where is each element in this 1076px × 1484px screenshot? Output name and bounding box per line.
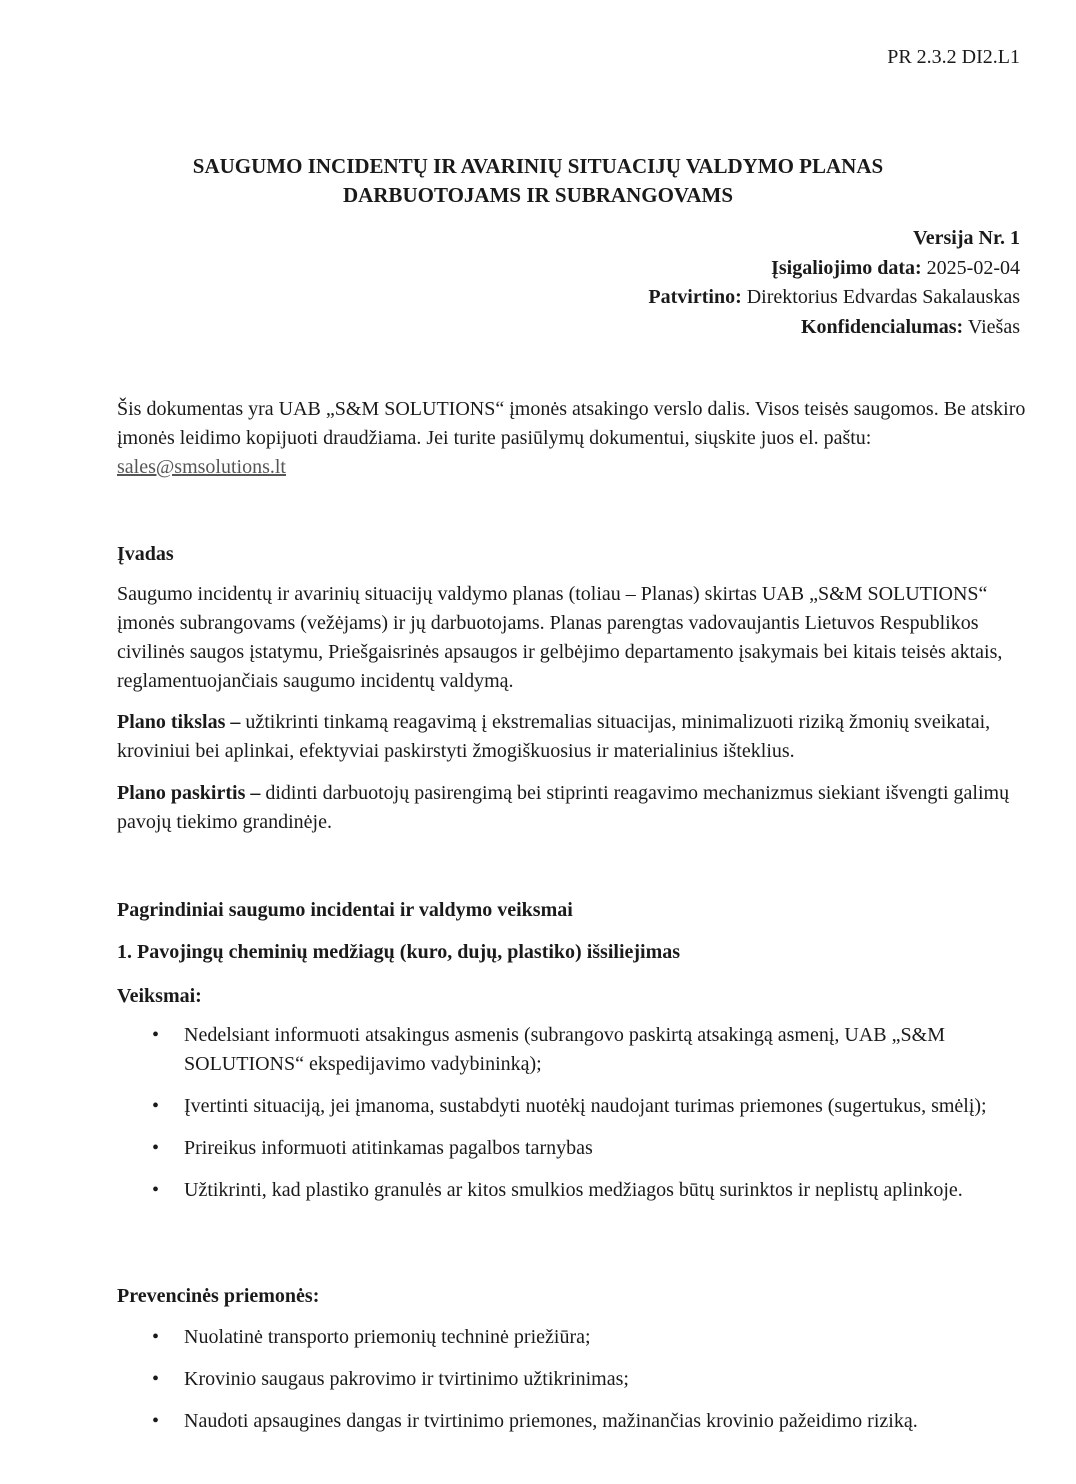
- list-item-text: Nuolatinė transporto priemonių techninė priežiūra;: [184, 1326, 591, 1348]
- confidentiality-line: [648, 313, 1020, 343]
- plan-purpose-text: didinti darbuotojų pasirengimą bei stiprinti reagavimo mechanizmus siekiant išvengti galimų pavojų tiekimo grandinėje.: [117, 782, 1010, 833]
- list-item: [147, 1407, 1027, 1436]
- list-item: [147, 1365, 1027, 1394]
- title-line-1: SAUGUMO INCIDENTŲ IR AVARINIŲ SITUACIJŲ VALDYMO PLANAS: [192, 154, 884, 178]
- bullet-icon: •: [152, 1024, 160, 1046]
- document-code: PR 2.3.2 DI2.L1: [887, 46, 1020, 68]
- main-section-heading: Pagrindiniai saugumo incidentai ir valdymo veiksmai: [117, 899, 573, 921]
- list-item-text: Naudoti apsaugines dangas ir tvirtinimo priemones, mažinančias krovinio pažeidimo riziką.: [184, 1410, 918, 1432]
- plan-purpose-paragraph: [117, 779, 1027, 837]
- bullet-icon: •: [152, 1137, 160, 1159]
- effective-date-label: Įsigaliojimo data:: [771, 256, 922, 279]
- approved-value: Direktorius Edvardas Sakalauskas: [741, 286, 1020, 308]
- list-item-text: Nedelsiant informuoti atsakingus asmenis (subrangovo paskirtą atsakingą asmenį, UAB „S&M SOLUTIONS“ ekspedijavimo vadybininką);: [184, 1024, 945, 1075]
- actions-heading: Veiksmai:: [117, 985, 202, 1007]
- bullet-icon: •: [152, 1368, 160, 1390]
- intro-text: Šis dokumentas yra UAB „S&M SOLUTIONS“ įmonės atsakingo verslo dalis. Visos teisės saugomos. Be atskiro įmonės leidimo kopijuoti draudžiama. Jei turite pasiūlymų dokumentui, siųskite juos el. paštu:: [117, 398, 1026, 449]
- document-meta: [648, 224, 1020, 342]
- version-line: [648, 224, 1020, 254]
- bullet-icon: •: [152, 1410, 160, 1432]
- title-line-2: DARBUOTOJAMS IR SUBRANGOVAMS: [342, 183, 734, 207]
- confidentiality-value: Viešas: [963, 315, 1020, 338]
- approved-line: [648, 283, 1020, 313]
- list-item: [147, 1323, 1027, 1352]
- plan-goal-paragraph: [117, 708, 1027, 766]
- preventive-heading: Prevencinės priemonės:: [117, 1285, 320, 1307]
- actions-list: [147, 1021, 1027, 1218]
- version-label: Versija Nr. 1: [913, 227, 1020, 249]
- section-heading-ivadas: Įvadas: [117, 543, 174, 565]
- approved-label: Patvirtino:: [648, 286, 742, 308]
- plan-goal-text: užtikrinti tinkamą reagavimą į ekstremalias situacijas, minimalizuoti riziką žmonių sveikatai, kroviniui bei aplinkai, efektyviai paskirstyti žmogiškuosius ir materialinius išteklius.: [117, 711, 991, 762]
- list-item: [147, 1021, 1027, 1079]
- email-link[interactable]: sales@smsolutions.lt: [117, 456, 286, 478]
- list-item-text: Užtikrinti, kad plastiko granulės ar kitos smulkios medžiagos būtų surinktos ir neplistų aplinkoje.: [184, 1179, 963, 1201]
- ivadas-paragraph: Saugumo incidentų ir avarinių situacijų valdymo planas (toliau – Planas) skirtas UAB „S&M SOLUTIONS“ įmonės subrangovams (vežėjams) ir jų darbuotojams. Planas parengtas vadovaujantis Lietuvos Respublikos civilinės saugos įstatymu, Priešgaisrinės apsaugos ir gelbėjimo departamento įsakymais bei kitais teisės aktais, reglamentuojančiais saugumo incidentų valdymą.: [117, 583, 1003, 692]
- list-item-text: Prireikus informuoti atitinkamas pagalbos tarnybas: [184, 1137, 593, 1159]
- document-title: [0, 152, 1076, 210]
- effective-date-line: [648, 254, 1020, 284]
- confidentiality-label: Konfidencialumas:: [800, 315, 964, 338]
- plan-goal-label: Plano tikslas –: [117, 711, 241, 733]
- bullet-icon: •: [152, 1326, 160, 1348]
- preventive-list: [147, 1323, 1027, 1449]
- list-item-text: Įvertinti situaciją, jei įmanoma, sustabdyti nuotėkį naudojant turimas priemones (sugertukus, smėlį);: [184, 1095, 987, 1117]
- effective-date-value: 2025-02-04: [921, 256, 1020, 279]
- list-item: [147, 1176, 1027, 1205]
- bullet-icon: •: [152, 1179, 160, 1201]
- list-item: [147, 1092, 1027, 1121]
- list-item: [147, 1134, 1027, 1163]
- bullet-icon: •: [152, 1095, 160, 1117]
- intro-paragraph: [117, 395, 1027, 482]
- subsection-heading-1: 1. Pavojingų cheminių medžiagų (kuro, dujų, plastiko) išsiliejimas: [117, 941, 681, 963]
- plan-purpose-label: Plano paskirtis –: [117, 782, 261, 804]
- list-item-text: Krovinio saugaus pakrovimo ir tvirtinimo užtikrinimas;: [184, 1368, 629, 1390]
